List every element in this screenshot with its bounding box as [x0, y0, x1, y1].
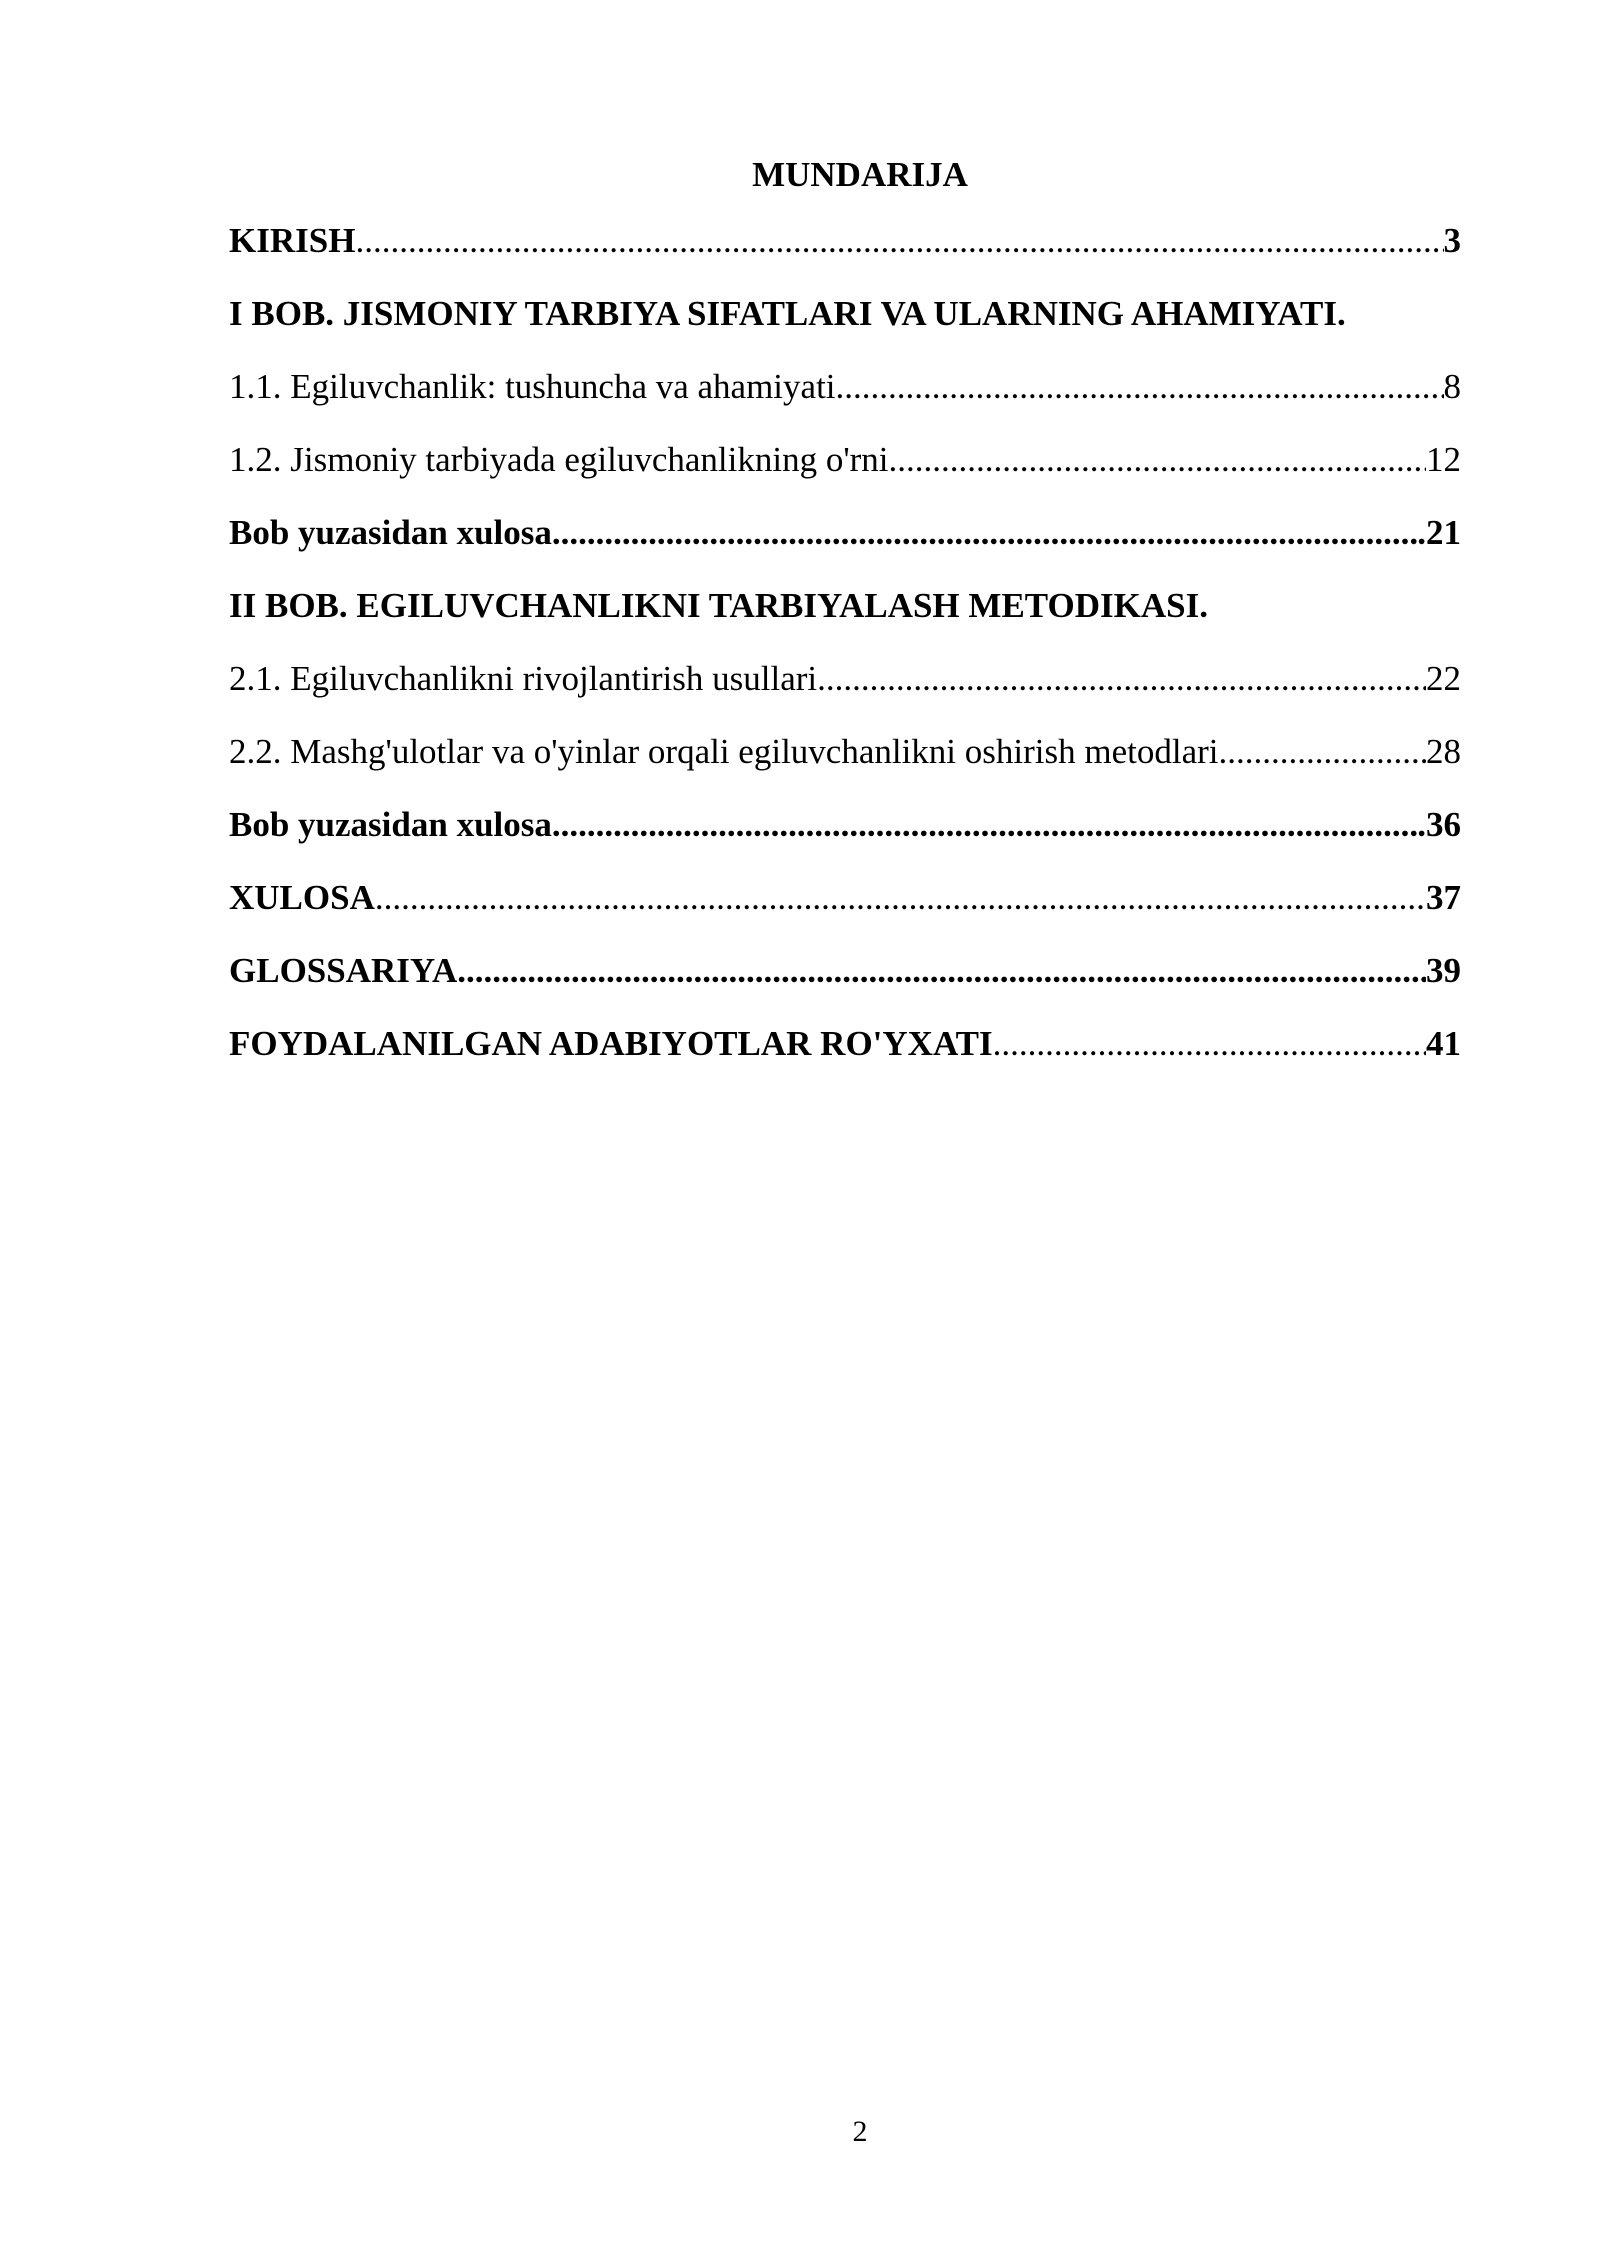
toc-entry-page: 12 [1426, 440, 1461, 479]
toc-entry-page: 22 [1426, 659, 1461, 698]
toc-entry-label: I BOB. JISMONIY TARBIYA SIFATLARI VA ULARNING AHAMIYATI. [229, 294, 1346, 333]
toc-entry-page: 37 [1426, 878, 1461, 917]
toc-entry-2-1[interactable] [229, 656, 1461, 729]
toc-entry-page: 8 [1443, 367, 1461, 406]
toc-entry-label: GLOSSARIYA [229, 951, 458, 990]
toc-entry-chapter-2-conclusion[interactable] [229, 802, 1461, 875]
page-title: MUNDARIJA [752, 155, 968, 194]
table-of-contents [229, 218, 1461, 1094]
toc-entry-kirish[interactable] [229, 218, 1461, 291]
toc-entry-label: XULOSA [229, 878, 375, 917]
toc-entry-2-2[interactable] [229, 729, 1461, 802]
toc-entry-label: 1.2. Jismoniy tarbiyada egiluvchanlikning o'rni [229, 440, 889, 479]
toc-entry-label: KIRISH [229, 221, 356, 260]
toc-entry-xulosa[interactable] [229, 875, 1461, 948]
toc-dot-leader [1219, 729, 1426, 775]
toc-dot-leader [836, 364, 1444, 410]
toc-dot-leader [552, 802, 1417, 848]
toc-entry-page: 39 [1426, 951, 1461, 990]
toc-entry-page: .36 [1417, 805, 1461, 844]
toc-entry-page: 3 [1443, 221, 1461, 260]
toc-entry-page: 41 [1426, 1024, 1461, 1063]
toc-chapter-1-heading[interactable] [229, 291, 1461, 364]
toc-dot-leader [355, 218, 1443, 264]
toc-entry-glossariya[interactable] [229, 948, 1461, 1021]
toc-entry-label: Bob yuzasidan xulosa [229, 513, 552, 552]
toc-dot-leader [375, 875, 1426, 921]
toc-entry-label: 1.1. Egiluvchanlik: tushuncha va ahamiyati [229, 367, 836, 406]
toc-entry-page: 28 [1426, 732, 1461, 771]
toc-entry-1-1[interactable] [229, 364, 1461, 437]
toc-entry-label: 2.1. Egiluvchanlikni rivojlantirish usullari [229, 659, 818, 698]
toc-dot-leader [889, 437, 1426, 483]
toc-entry-label: FOYDALANILGAN ADABIYOTLAR RO'YXATI [229, 1024, 993, 1063]
toc-dot-leader [993, 1021, 1426, 1067]
toc-dot-leader [552, 510, 1417, 556]
toc-entry-label: II BOB. EGILUVCHANLIKNI TARBIYALASH METODIKASI. [229, 586, 1208, 625]
page-number: 2 [852, 2115, 868, 2148]
toc-entry-1-2[interactable] [229, 437, 1461, 510]
toc-entry-label: 2.2. Mashg'ulotlar va o'yinlar orqali egiluvchanlikni oshirish metodlari [229, 732, 1219, 771]
toc-dot-leader [457, 948, 1426, 994]
toc-dot-leader [817, 656, 1426, 702]
toc-entry-bibliography[interactable] [229, 1021, 1461, 1094]
toc-entry-chapter-1-conclusion[interactable] [229, 510, 1461, 583]
toc-chapter-2-heading[interactable] [229, 583, 1461, 656]
toc-entry-page: .21 [1417, 513, 1461, 552]
toc-entry-label: Bob yuzasidan xulosa [229, 805, 552, 844]
